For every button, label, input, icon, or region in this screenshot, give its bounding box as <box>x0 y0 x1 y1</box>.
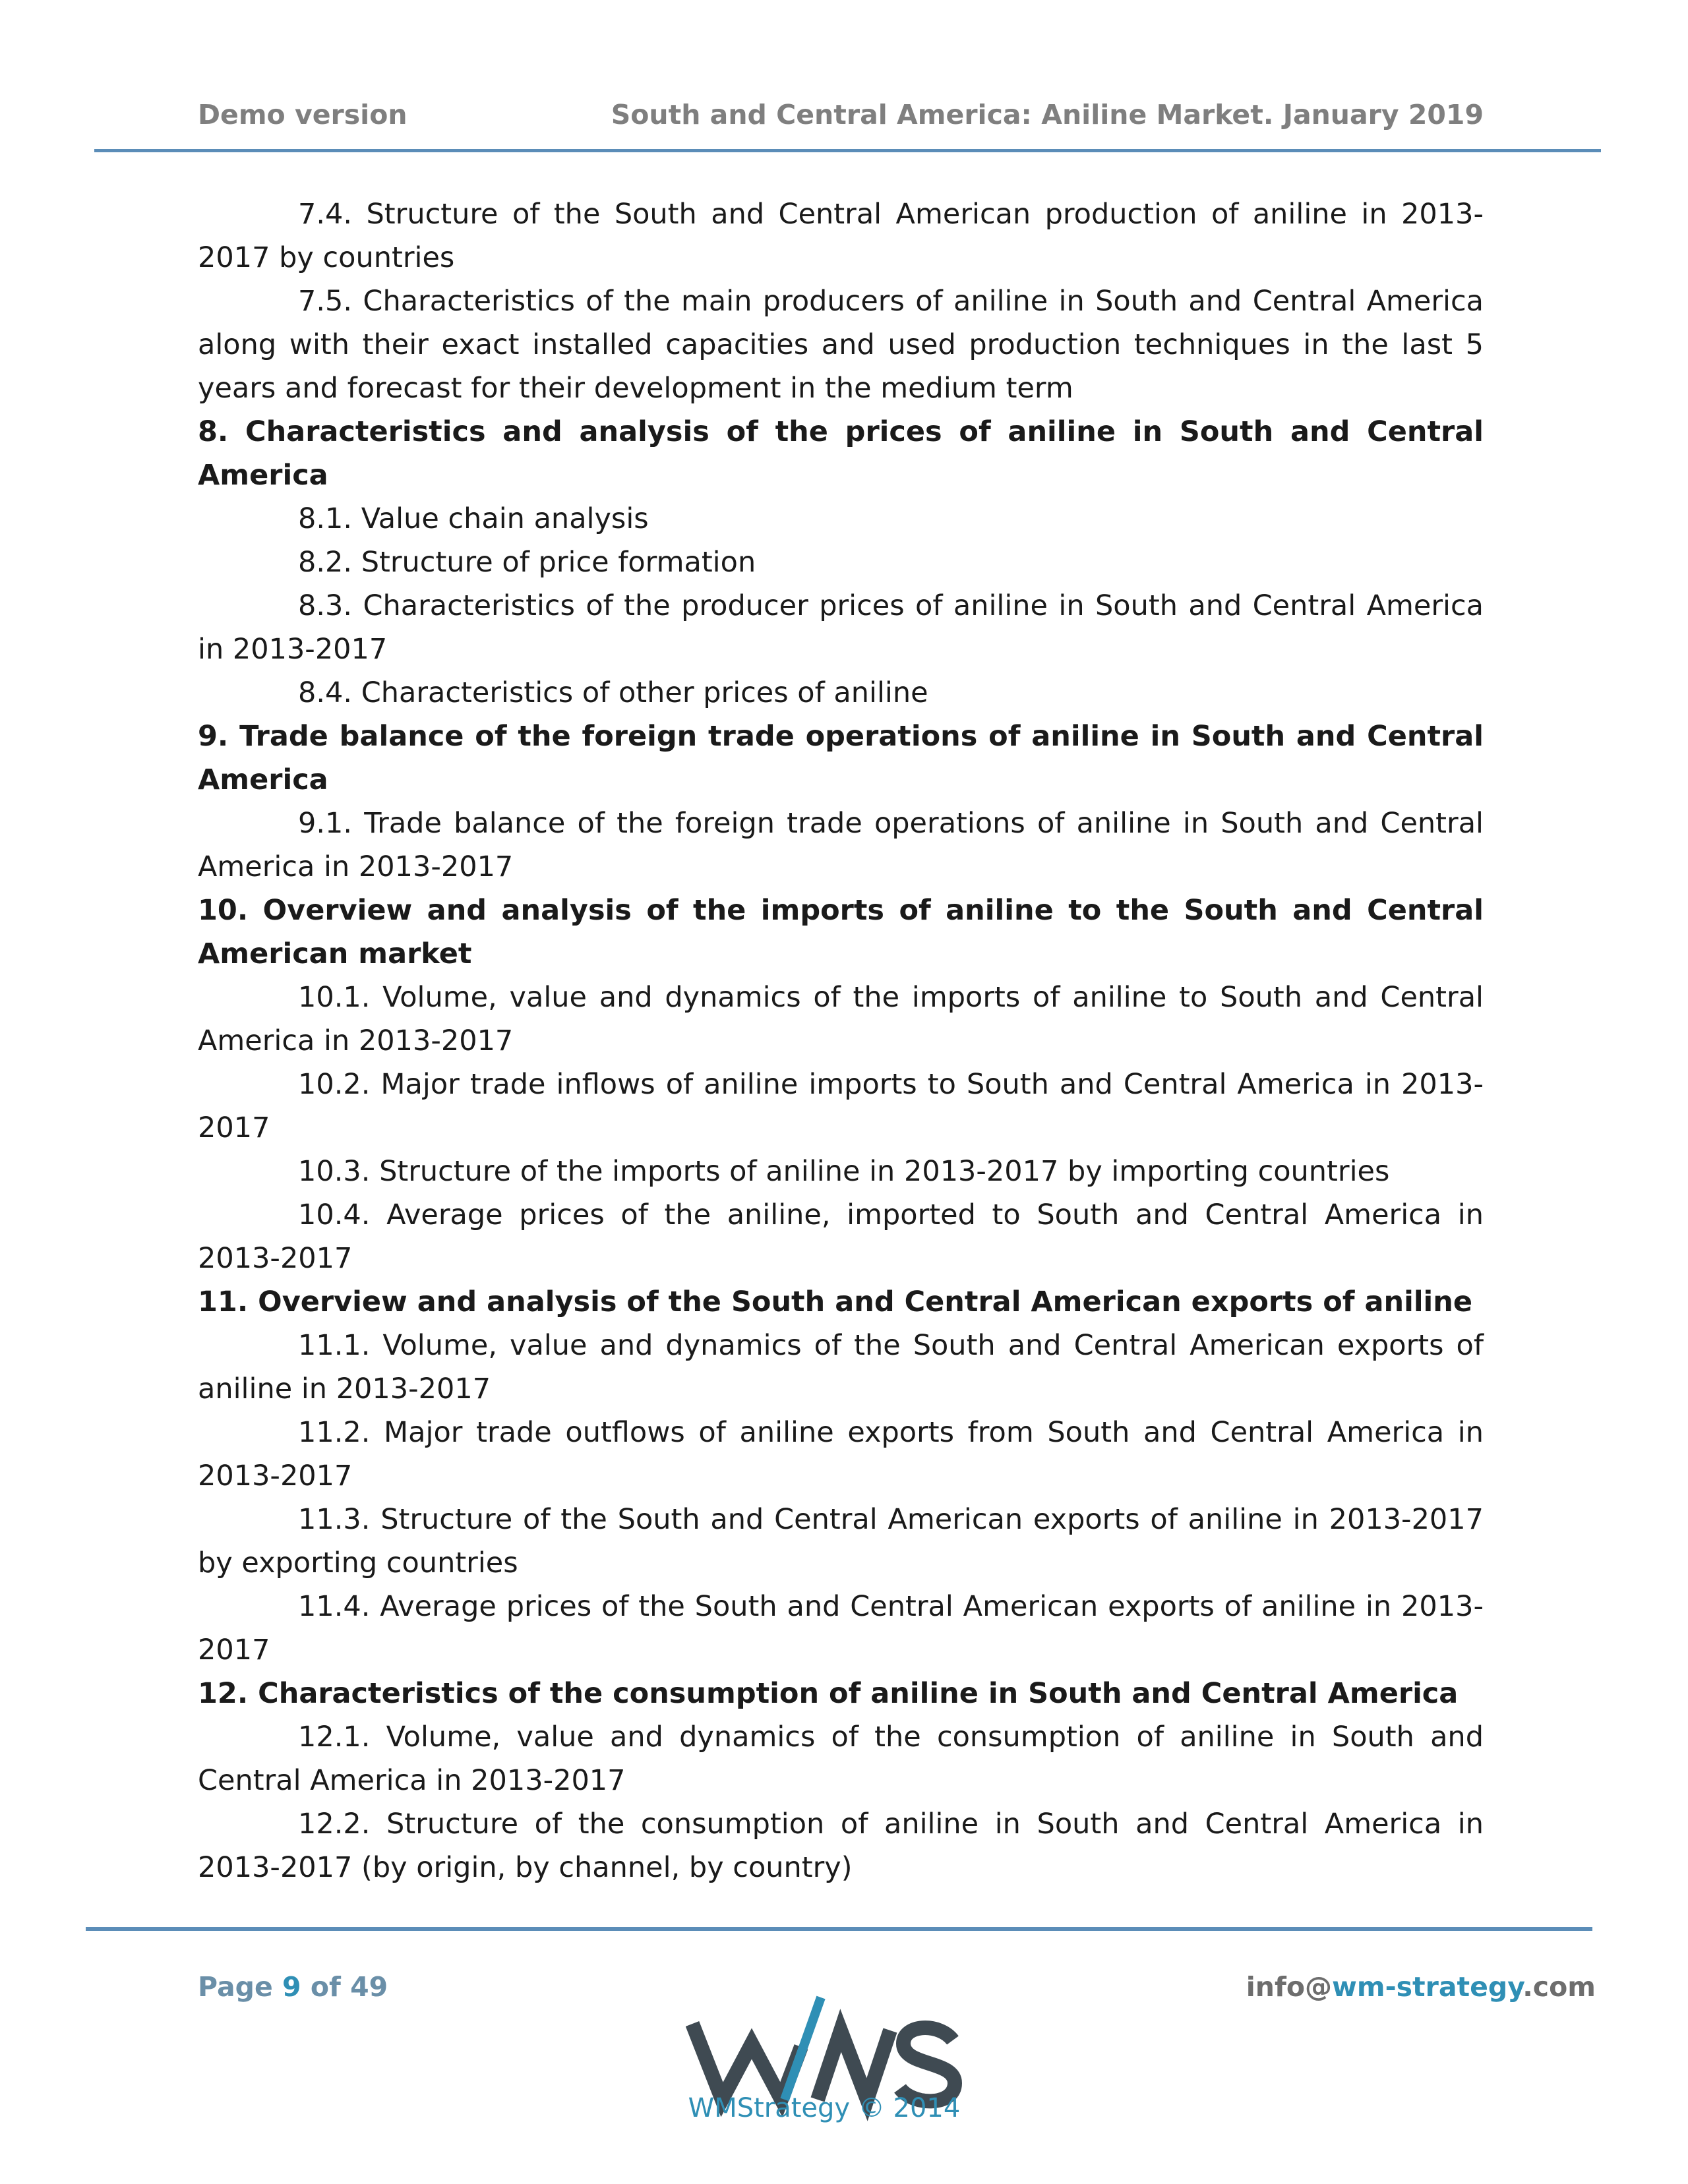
demo-version-label: Demo version <box>198 99 407 131</box>
subsection-item: 7.4. Structure of the South and Central American production of aniline in 2013-2017 by countries <box>198 198 1484 274</box>
page-prefix: Page <box>198 1971 283 2003</box>
section-heading: 8. Characteristics and analysis of the prices of aniline in South and Central America <box>198 415 1484 492</box>
subsection-item: 11.4. Average prices of the South and Central American exports of aniline in 2013-2017 <box>198 1590 1484 1667</box>
subsection-item: 8.4. Characteristics of other prices of aniline <box>298 676 928 709</box>
subsection-item: 12.1. Volume, value and dynamics of the consumption of aniline in South and Central America in 2013-2017 <box>198 1721 1484 1797</box>
page-counter <box>198 1971 388 2003</box>
email-tld: .com <box>1522 1971 1596 2003</box>
section-heading: 12. Characteristics of the consumption of aniline in South and Central America <box>198 1677 1459 1710</box>
subsection-item: 12.2. Structure of the consumption of aniline in South and Central America in 2013-2017 (by origin, by channel, by country) <box>198 1808 1484 1884</box>
subsection-item: 10.2. Major trade inflows of aniline imports to South and Central America in 2013-2017 <box>198 1068 1484 1144</box>
contact-email[interactable] <box>1246 1971 1596 2003</box>
copyright-text: WMStrategy © 2014 <box>688 2093 961 2123</box>
table-of-contents <box>198 192 1484 1889</box>
subsection-item: 11.2. Major trade outflows of aniline exports from South and Central America in 2013-2017 <box>198 1416 1484 1492</box>
email-user: info@ <box>1246 1971 1332 2003</box>
page-total: 49 <box>350 1971 388 2003</box>
subsection-item: 10.3. Structure of the imports of aniline in 2013-2017 by importing countries <box>298 1155 1390 1188</box>
report-title: South and Central America: Aniline Market. January 2019 <box>611 99 1484 131</box>
subsection-item: 8.3. Characteristics of the producer prices of aniline in South and Central America in 2013-2017 <box>198 589 1484 666</box>
email-domain: wm-strategy <box>1331 1971 1523 2003</box>
page-current: 9 <box>282 1971 301 2003</box>
subsection-item: 10.1. Volume, value and dynamics of the imports of aniline to South and Central America in 2013-2017 <box>198 981 1484 1057</box>
page-header <box>198 99 1484 138</box>
subsection-item: 8.1. Value chain analysis <box>298 502 649 535</box>
section-heading: 11. Overview and analysis of the South and Central American exports of aniline <box>198 1285 1473 1318</box>
footer-rule <box>86 1927 1592 1931</box>
subsection-item: 9.1. Trade balance of the foreign trade operations of aniline in South and Central America in 2013-2017 <box>198 807 1484 883</box>
subsection-item: 11.1. Volume, value and dynamics of the South and Central American exports of aniline in 2013-2017 <box>198 1329 1484 1405</box>
subsection-item: 7.5. Characteristics of the main producers of aniline in South and Central America along with their exact installed capacities and used production techniques in the last 5 years and forecast for their development in the medium term <box>198 285 1484 405</box>
section-heading: 9. Trade balance of the foreign trade operations of aniline in South and Central America <box>198 720 1484 796</box>
header-rule <box>94 149 1601 152</box>
subsection-item: 8.2. Structure of price formation <box>298 546 756 579</box>
subsection-item: 11.3. Structure of the South and Central American exports of aniline in 2013-2017 by exporting countries <box>198 1503 1484 1579</box>
subsection-item: 10.4. Average prices of the aniline, imported to South and Central America in 2013-2017 <box>198 1198 1484 1275</box>
page-middle: of <box>301 1971 351 2003</box>
section-heading: 10. Overview and analysis of the imports of aniline to the South and Central American market <box>198 894 1484 970</box>
